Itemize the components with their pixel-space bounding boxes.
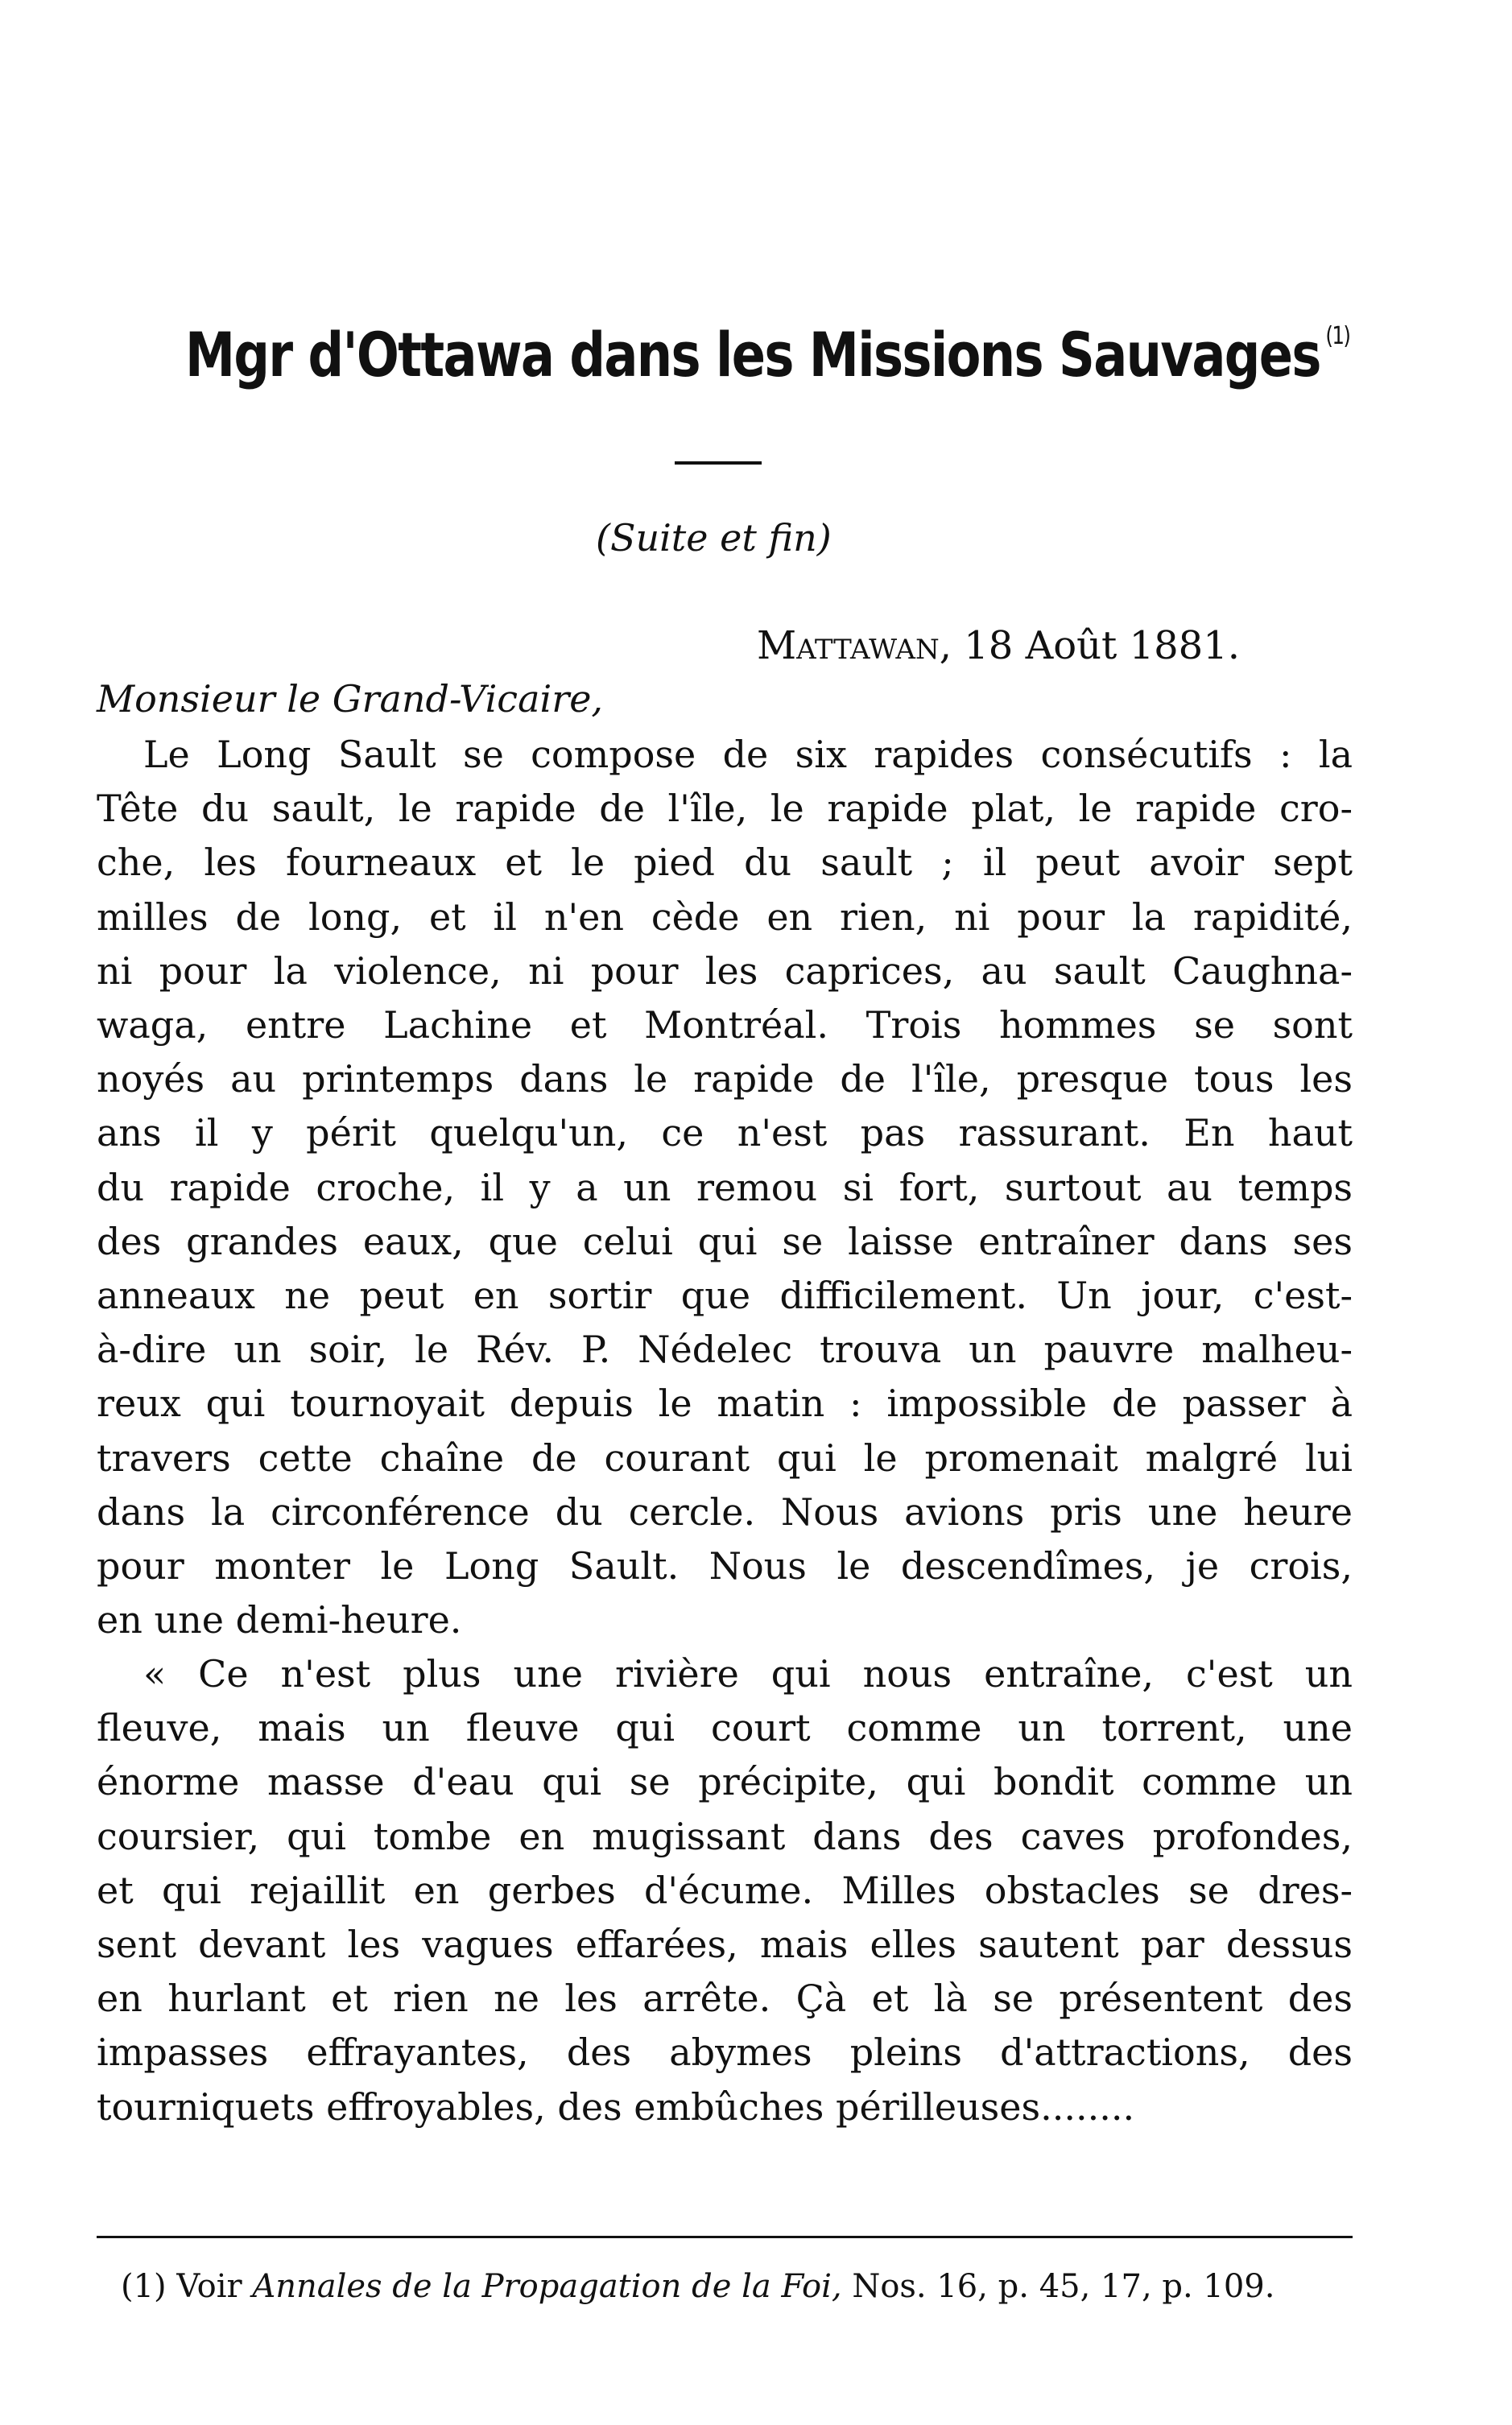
text-line: noyés au printemps dans le rapide de l'île, presque tous les — [97, 1057, 1353, 1101]
text-line: reux qui tournoyait depuis le matin : impossible de passer à — [97, 1382, 1353, 1426]
dateline-date: 18 Août 1881. — [964, 623, 1241, 668]
footnote-prefix: Voir — [176, 2268, 242, 2305]
salutation: Monsieur le Grand-Vicaire, — [97, 677, 604, 721]
title-rule — [675, 461, 762, 465]
text-line: et qui rejaillit en gerbes d'écume. Milles obstacles se dres- — [97, 1868, 1353, 1912]
paragraph-2 — [97, 1647, 1353, 2134]
text-line: en une demi-heure. — [97, 1598, 462, 1642]
text-line: « Ce n'est plus une rivière qui nous entraîne, c'est un — [143, 1652, 1353, 1696]
text-line: tourniquets effroyables, des embûches périlleuses........ — [97, 2084, 1135, 2129]
text-line: travers cette chaîne de courant qui le promenait malgré lui — [97, 1436, 1353, 1480]
paragraph-1 — [97, 728, 1353, 1647]
text-line: impasses effrayantes, des abymes pleins d'attractions, des — [97, 2030, 1353, 2075]
text-line: pour monter le Long Sault. Nous le descendîmes, je crois, — [97, 1544, 1353, 1588]
text-line: anneaux ne peut en sortir que difficilement. Un jour, c'est- — [97, 1274, 1353, 1318]
text-line: ans il y périt quelqu'un, ce n'est pas rassurant. En haut — [97, 1111, 1353, 1155]
text-line: milles de long, et il n'en cède en rien, ni pour la rapidité, — [97, 894, 1353, 939]
text-line: Tête du sault, le rapide de l'île, le rapide plat, le rapide cro- — [97, 787, 1353, 831]
title-footnote-mark: (1) — [1325, 322, 1350, 350]
text-line: dans la circonférence du cercle. Nous avions pris une heure — [97, 1489, 1353, 1534]
footnote-citation: Nos. 16, p. 45, 17, p. 109. — [852, 2268, 1275, 2305]
text-line: fleuve, mais un fleuve qui court comme un torrent, une — [97, 1706, 1353, 1750]
text-line: Le Long Sault se compose de six rapides consécutifs : la — [143, 733, 1353, 776]
title-text: Mgr d'Ottawa dans les Missions Sauvages — [185, 319, 1320, 390]
footnote — [121, 2264, 1274, 2309]
dateline-place: Mattawan, — [757, 623, 952, 668]
footnote-mark: (1) — [121, 2268, 167, 2305]
text-line: sent devant les vagues effarées, mais elles sautent par dessus — [97, 1923, 1353, 1967]
text-line: coursier, qui tombe en mugissant dans des caves profondes, — [97, 1814, 1353, 1858]
text-line: énorme masse d'eau qui se précipite, qui bondit comme un — [97, 1760, 1353, 1804]
text-line: du rapide croche, il y a un remou si fort, surtout au temps — [97, 1165, 1353, 1209]
text-line: waga, entre Lachine et Montréal. Trois hommes se sont — [97, 1003, 1353, 1047]
text-line: en hurlant et rien ne les arrête. Çà et là se présentent des — [97, 1977, 1353, 2021]
text-line: à-dire un soir, le Rév. P. Nédelec trouva un pauvre malheu- — [97, 1328, 1353, 1372]
dateline — [757, 620, 1240, 671]
text-line: ni pour la violence, ni pour les caprices, au sault Caughna- — [97, 948, 1353, 993]
footnote-rule — [97, 2236, 1353, 2238]
footnote-work-title: Annales de la Propagation de la Foi, — [252, 2268, 842, 2305]
subtitle: (Suite et fin) — [596, 516, 832, 560]
page-title — [185, 296, 1350, 395]
text-line: des grandes eaux, que celui qui se laisse entraîner dans ses — [97, 1219, 1353, 1263]
text-line: che, les fourneaux et le pied du sault ; il peut avoir sept — [97, 841, 1353, 885]
